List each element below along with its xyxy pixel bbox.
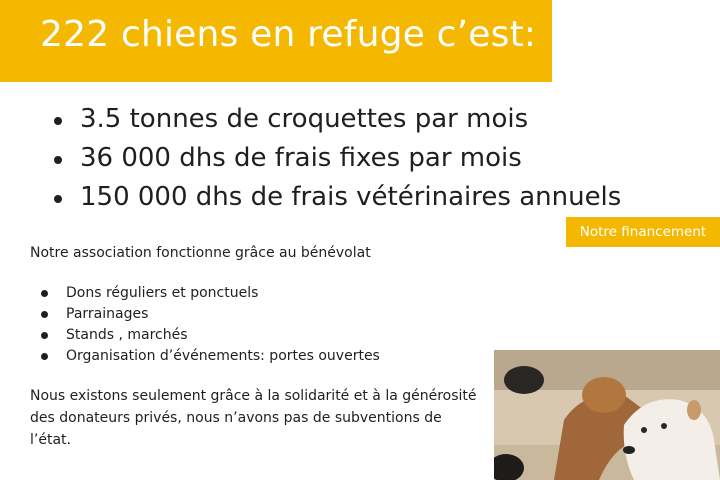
intro-text: Notre association fonctionne grâce au bénévolat	[30, 245, 371, 261]
list-item	[38, 283, 380, 304]
white-dog-eye-icon	[661, 423, 667, 429]
closing-line: Nous existons seulement grâce à la solidarité et à la générosité	[30, 388, 477, 404]
funding-item-text: Parrainages	[66, 306, 149, 322]
list-item	[50, 139, 621, 178]
key-figure-text: 150 000 dhs de frais vétérinaires annuels	[80, 182, 622, 212]
key-figure-text: 36 000 dhs de frais fixes par mois	[80, 143, 522, 173]
section-badge: Notre financement	[566, 217, 720, 247]
bullet-icon	[41, 353, 48, 360]
funding-item-text: Organisation d’événements: portes ouvertes	[66, 348, 380, 364]
list-item	[50, 178, 621, 217]
list-item	[38, 304, 380, 325]
closing-paragraph	[30, 385, 492, 451]
bullet-icon	[41, 332, 48, 339]
dogs-photo	[494, 350, 720, 480]
white-dog-eye-icon	[641, 427, 647, 433]
funding-item-text: Dons réguliers et ponctuels	[66, 285, 259, 301]
title-banner	[0, 0, 552, 82]
key-figure-text: 3.5 tonnes de croquettes par mois	[80, 104, 529, 134]
bullet-icon	[54, 195, 62, 203]
bullet-icon	[41, 290, 48, 297]
list-item	[38, 346, 380, 367]
closing-line: des donateurs privés, nous n’avons pas de subventions de	[30, 410, 442, 426]
bullet-icon	[54, 117, 62, 125]
list-item	[50, 100, 621, 139]
bullet-icon	[54, 156, 62, 164]
closing-line: l’état.	[30, 432, 71, 448]
dogs-illustration	[494, 350, 720, 480]
key-figures-list	[50, 100, 621, 217]
white-dog-ear-icon	[687, 400, 701, 420]
white-dog-nose-icon	[623, 446, 635, 454]
bullet-icon	[41, 311, 48, 318]
brown-dog-head-icon	[582, 377, 626, 413]
black-dog-icon	[504, 366, 544, 394]
funding-list	[38, 283, 380, 367]
funding-item-text: Stands , marchés	[66, 327, 188, 343]
list-item	[38, 325, 380, 346]
slide-title: 222 chiens en refuge c’est:	[40, 14, 537, 55]
